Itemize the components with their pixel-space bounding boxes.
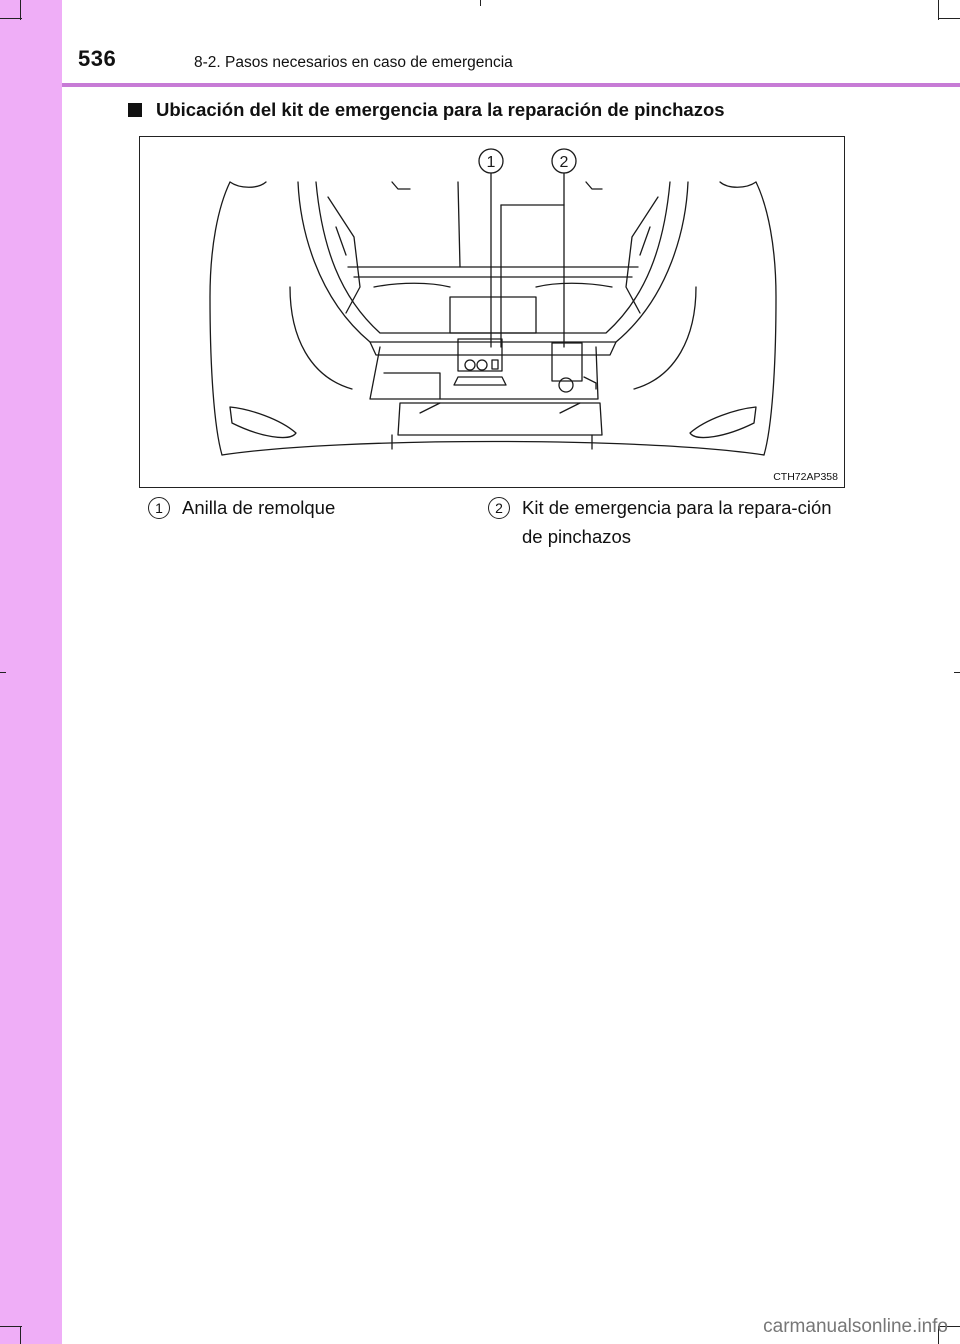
page-number: 536 xyxy=(78,46,117,71)
header-rule xyxy=(62,83,960,87)
crop-mark xyxy=(20,1326,21,1344)
crop-mark xyxy=(0,672,6,673)
caption-number: 2 xyxy=(488,497,510,519)
callout-label: 1 xyxy=(486,154,496,171)
caption-item xyxy=(148,493,478,533)
callout-label: 2 xyxy=(559,154,569,171)
crop-mark xyxy=(0,18,22,19)
crop-mark xyxy=(938,18,960,19)
car-trunk-illustration xyxy=(140,137,846,489)
running-head: 8-2. Pasos necesarios en caso de emergencia xyxy=(194,54,513,71)
figure-code: CTH72AP358 xyxy=(773,471,838,483)
crop-mark xyxy=(0,1326,22,1327)
caption-text: Anilla de remolque xyxy=(182,497,336,518)
crop-mark xyxy=(938,0,939,20)
section-heading-text: Ubicación del kit de emergencia para la reparación de pinchazos xyxy=(156,99,725,120)
crop-mark xyxy=(480,0,481,6)
square-bullet-icon xyxy=(128,103,142,117)
crop-mark xyxy=(20,0,21,20)
caption-item xyxy=(488,493,848,557)
figure-trunk-illustration xyxy=(139,136,845,488)
section-heading xyxy=(128,99,725,121)
caption-number: 1 xyxy=(148,497,170,519)
watermark: carmanualsonline.info xyxy=(763,1316,948,1337)
caption-text: Kit de emergencia para la repara-ción de pinchazos xyxy=(522,497,832,547)
crop-mark xyxy=(954,672,960,673)
side-color-bar xyxy=(0,0,62,1344)
